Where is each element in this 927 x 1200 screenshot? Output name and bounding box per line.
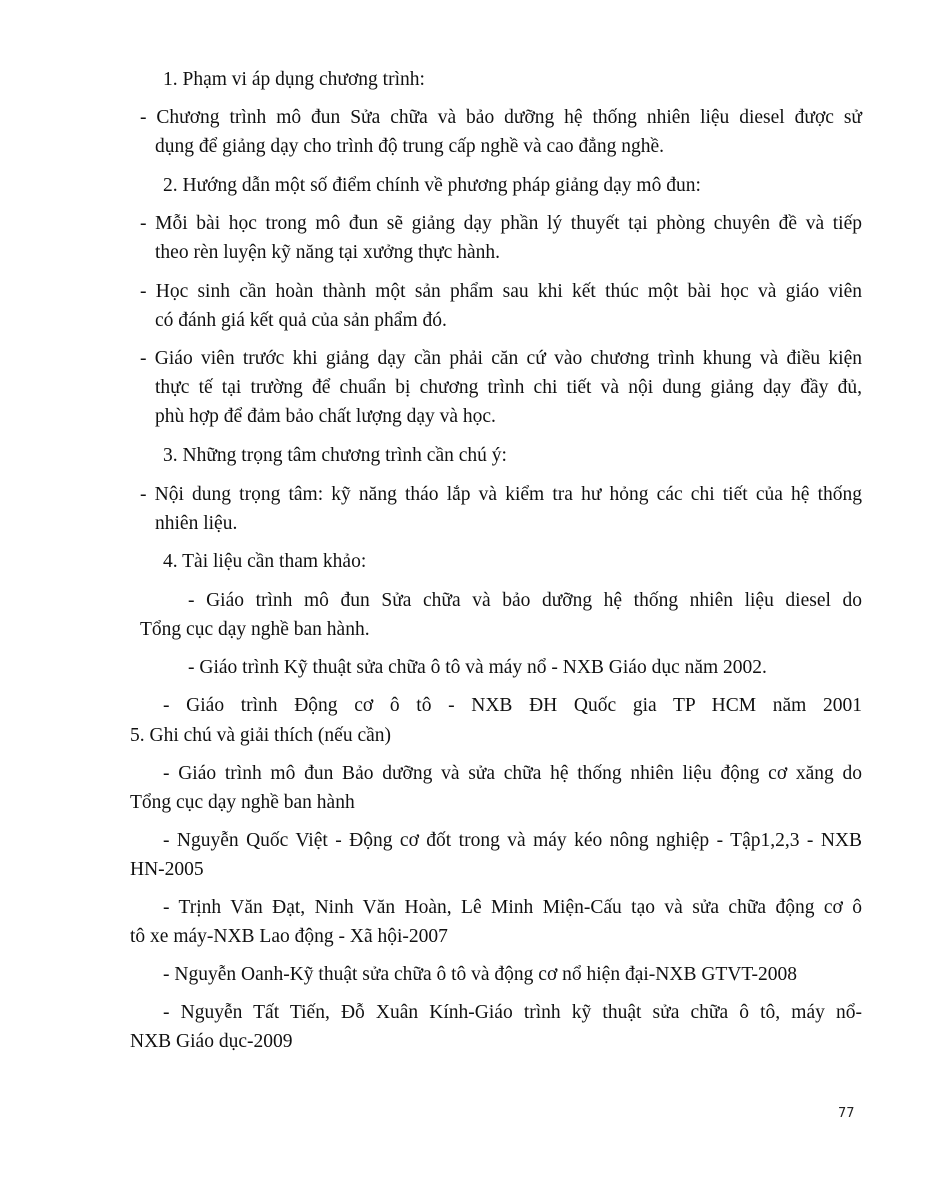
section-heading-2: 2. Hướng dẫn một số điểm chính về phương pháp giảng dạy mô đun: (163, 175, 701, 196)
reference-line: - Giáo trình Động cơ ô tô - NXB ĐH Quốc gia TP HCM năm 2001 (163, 695, 862, 716)
paragraph-line: - Nội dung trọng tâm: kỹ năng tháo lắp và kiểm tra hư hỏng các chi tiết của hệ thống (140, 484, 862, 505)
reference-line: - Giáo trình Kỹ thuật sửa chữa ô tô và máy nổ - NXB Giáo dục năm 2002. (188, 657, 767, 678)
section-heading-3: 3. Những trọng tâm chương trình cần chú ý: (163, 445, 507, 466)
paragraph-line: có đánh giá kết quả của sản phẩm đó. (155, 310, 447, 331)
reference-line: HN-2005 (130, 859, 204, 880)
paragraph-line: - Chương trình mô đun Sửa chữa và bảo dưỡng hệ thống nhiên liệu diesel được sử (140, 107, 862, 128)
reference-line: - Giáo trình mô đun Bảo dưỡng và sửa chữa hệ thống nhiên liệu động cơ xăng do (163, 763, 862, 784)
reference-line: - Nguyễn Tất Tiến, Đỗ Xuân Kính-Giáo trình kỹ thuật sửa chữa ô tô, máy nổ- (163, 1002, 862, 1023)
paragraph-line: thực tế tại trường để chuẩn bị chương trình chi tiết và nội dung giảng dạy đầy đủ, (155, 377, 862, 398)
section-heading-4: 4. Tài liệu cần tham khảo: (163, 551, 367, 572)
section-heading-5: 5. Ghi chú và giải thích (nếu cần) (130, 725, 391, 746)
paragraph-line: phù hợp để đảm bảo chất lượng dạy và học. (155, 406, 496, 427)
paragraph-line: - Mỗi bài học trong mô đun sẽ giảng dạy phần lý thuyết tại phòng chuyên đề và tiếp (140, 213, 862, 234)
paragraph-line: nhiên liệu. (155, 513, 238, 534)
reference-line: - Nguyễn Oanh-Kỹ thuật sửa chữa ô tô và động cơ nổ hiện đại-NXB GTVT-2008 (163, 964, 798, 985)
reference-line: Tổng cục dạy nghề ban hành. (140, 619, 370, 640)
reference-line: Tổng cục dạy nghề ban hành (130, 792, 355, 813)
paragraph-line: - Học sinh cần hoàn thành một sản phẩm sau khi kết thúc một bài học và giáo viên (140, 281, 862, 302)
reference-line: NXB Giáo dục-2009 (130, 1031, 293, 1052)
reference-line: - Giáo trình mô đun Sửa chữa và bảo dưỡng hệ thống nhiên liệu diesel do (188, 590, 862, 611)
section-heading-1: 1. Phạm vi áp dụng chương trình: (163, 69, 425, 90)
reference-line: tô xe máy-NXB Lao động - Xã hội-2007 (130, 926, 448, 947)
paragraph-line: - Giáo viên trước khi giảng dạy cần phải căn cứ vào chương trình khung và điều kiện (140, 348, 862, 369)
reference-line: - Nguyễn Quốc Việt - Động cơ đốt trong và máy kéo nông nghiệp - Tập1,2,3 - NXB (163, 830, 862, 851)
reference-line: - Trịnh Văn Đạt, Ninh Văn Hoàn, Lê Minh Miện-Cấu tạo và sửa chữa động cơ ô (163, 897, 862, 918)
paragraph-line: dụng để giảng dạy cho trình độ trung cấp nghề và cao đẳng nghề. (155, 136, 665, 157)
page-number: 77 (838, 1106, 855, 1121)
paragraph-line: theo rèn luyện kỹ năng tại xưởng thực hành. (155, 242, 500, 263)
